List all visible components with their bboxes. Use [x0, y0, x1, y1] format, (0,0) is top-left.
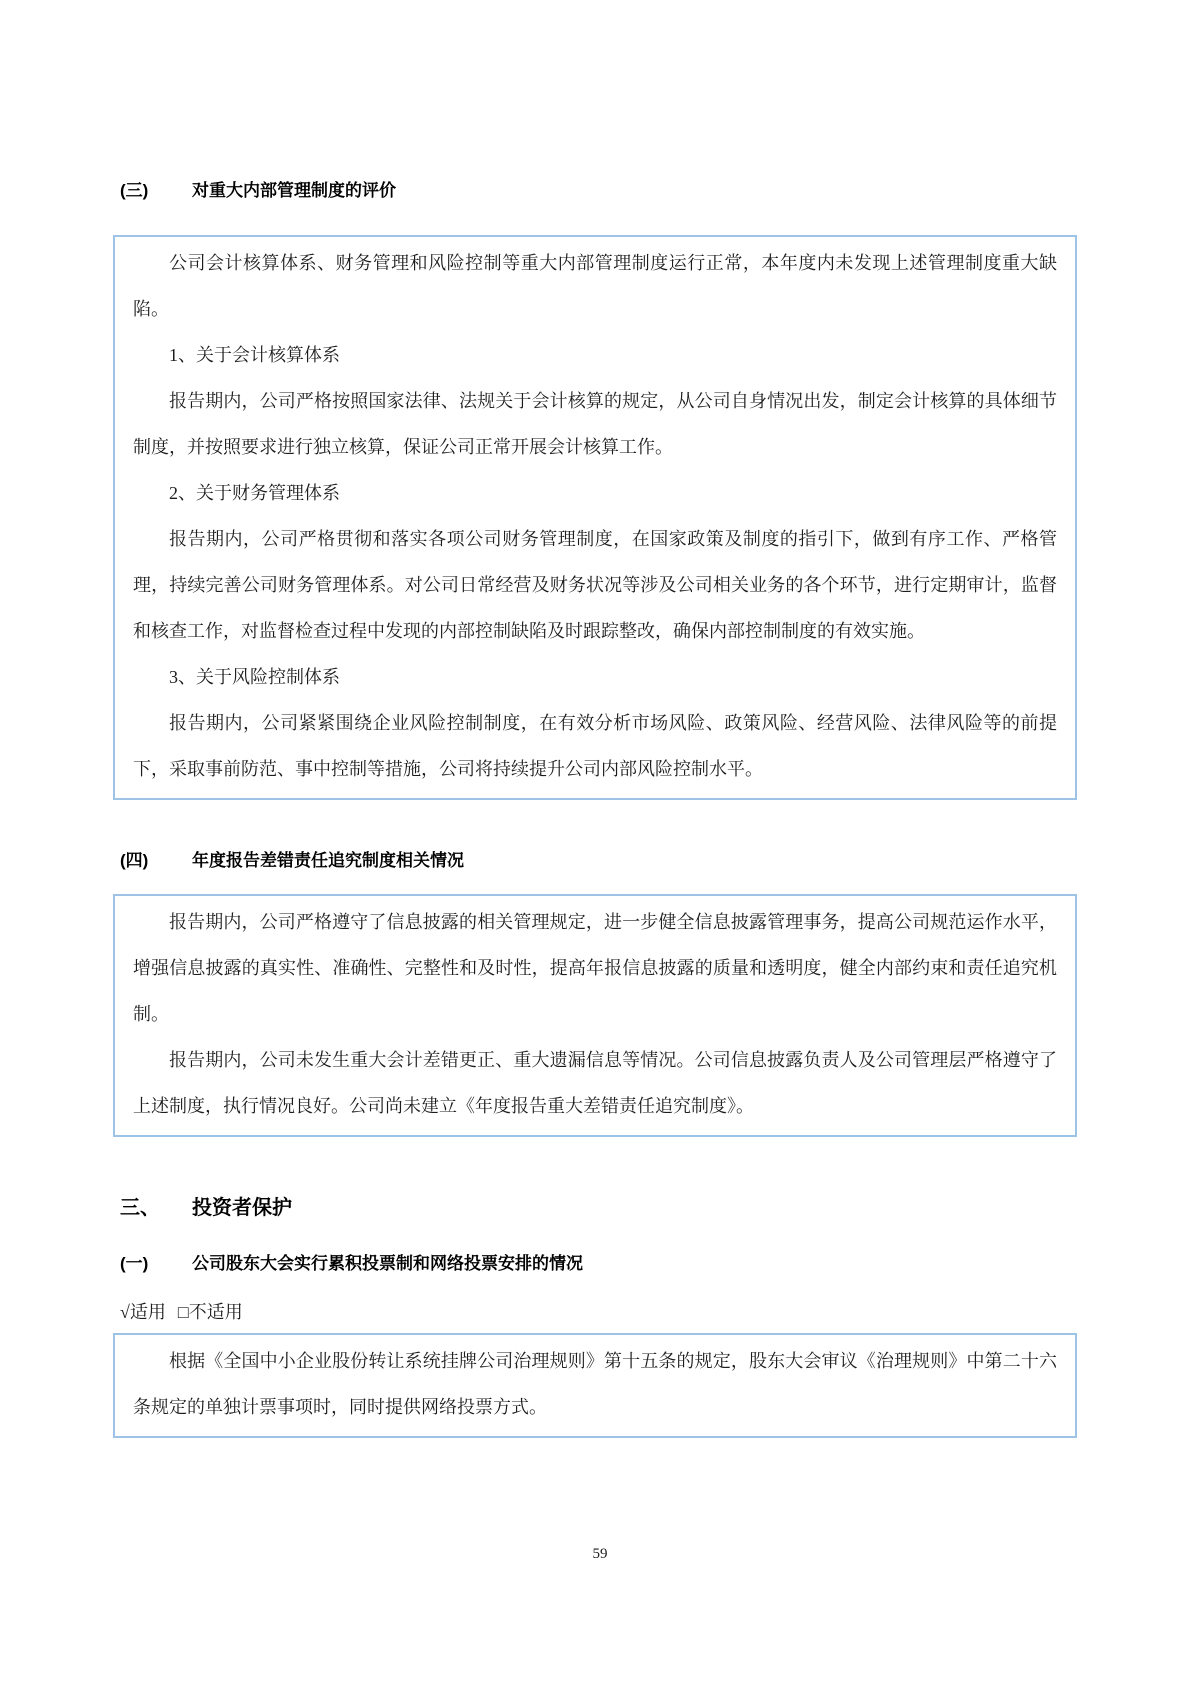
- section-title: 年度报告差错责任追究制度相关情况: [192, 851, 464, 870]
- applicability-row: [113, 1297, 1077, 1327]
- section-heading-error-accountability: [113, 848, 1077, 874]
- error-accountability-text-box: [113, 894, 1077, 1137]
- applicable-check-label: √适用: [120, 1302, 166, 1322]
- section-number: (一): [120, 1254, 149, 1273]
- chapter-heading-investor-protection: [113, 1193, 1077, 1223]
- paragraph: 报告期内，公司严格贯彻和落实各项公司财务管理制度，在国家政策及制度的指引下，做到有序工作、严格管理，持续完善公司财务管理体系。对公司日常经营及财务状况等涉及公司相关业务的各个环节，进行定期审计，监督和核查工作，对监督检查过程中发现的内部控制缺陷及时跟踪整改，确保内部控制制度的有效实施。: [133, 529, 1057, 641]
- section-number: (四): [120, 851, 149, 870]
- section-heading-cumulative-voting: [113, 1251, 1077, 1277]
- cumulative-voting-text-box: [113, 1333, 1077, 1438]
- paragraph: 报告期内，公司紧紧围绕企业风险控制制度，在有效分析市场风险、政策风险、经营风险、法律风险等的前提下，采取事前防范、事中控制等措施，公司将持续提升公司内部风险控制水平。: [133, 713, 1057, 779]
- sub-heading: 3、关于风险控制体系: [169, 667, 340, 687]
- section-heading-internal-eval: [113, 178, 1077, 204]
- paragraph: 报告期内，公司严格按照国家法律、法规关于会计核算的规定，从公司自身情况出发，制定会计核算的具体细节制度，并按照要求进行独立核算，保证公司正常开展会计核算工作。: [133, 391, 1057, 457]
- chapter-title: 投资者保护: [192, 1197, 292, 1219]
- section-title: 公司股东大会实行累积投票制和网络投票安排的情况: [192, 1254, 583, 1273]
- not-applicable-check-label: □不适用: [177, 1302, 243, 1322]
- paragraph: 公司会计核算体系、财务管理和风险控制等重大内部管理制度运行正常，本年度内未发现上述管理制度重大缺陷。: [133, 253, 1057, 319]
- paragraph: 根据《全国中小企业股份转让系统挂牌公司治理规则》第十五条的规定，股东大会审议《治理规则》中第二十六条规定的单独计票事项时，同时提供网络投票方式。: [133, 1351, 1057, 1417]
- chapter-number: 三、: [120, 1197, 160, 1219]
- paragraph: 报告期内，公司严格遵守了信息披露的相关管理规定，进一步健全信息披露管理事务，提高公司规范运作水平，增强信息披露的真实性、准确性、完整性和及时性，提高年报信息披露的质量和透明度，健全内部约束和责任追究机制。: [133, 912, 1057, 1024]
- page-content: [113, 0, 1077, 1438]
- section-number: (三): [120, 181, 149, 200]
- sub-heading: 2、关于财务管理体系: [169, 483, 340, 503]
- section-title: 对重大内部管理制度的评价: [192, 181, 396, 200]
- page-number: 59: [592, 1546, 608, 1562]
- internal-eval-text-box: [113, 235, 1077, 800]
- sub-heading: 1、关于会计核算体系: [169, 345, 340, 365]
- paragraph: 报告期内，公司未发生重大会计差错更正、重大遗漏信息等情况。公司信息披露负责人及公司管理层严格遵守了上述制度，执行情况良好。公司尚未建立《年度报告重大差错责任追究制度》。: [133, 1050, 1057, 1116]
